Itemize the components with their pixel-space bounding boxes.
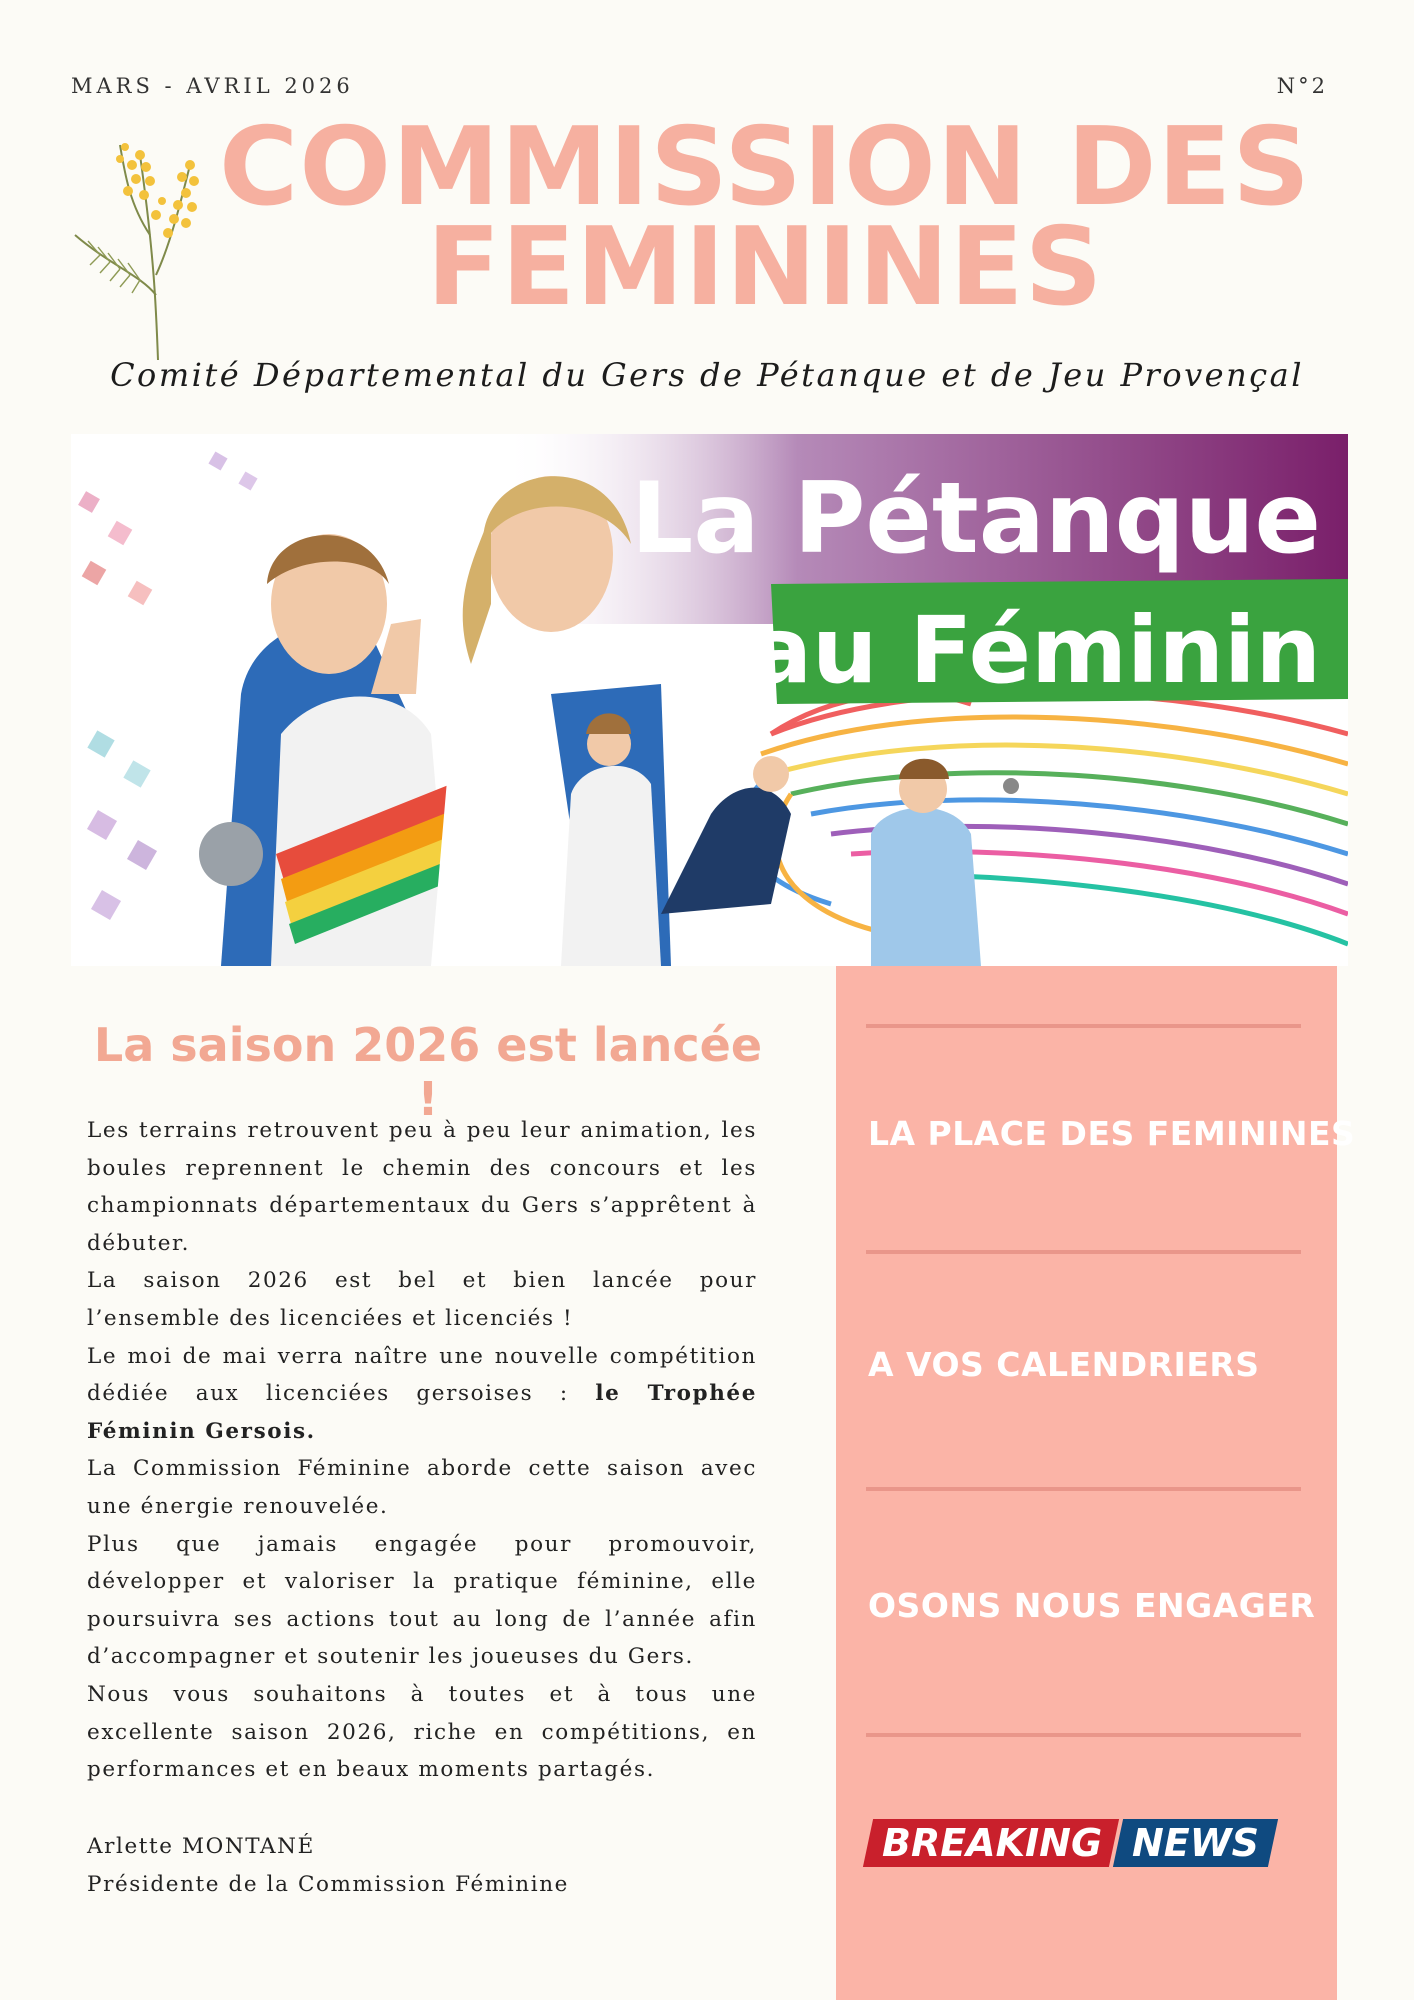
breaking-news-logo[interactable] (868, 1819, 1273, 1867)
issue-date: MARS - AVRIL 2026 (71, 74, 354, 98)
paragraph-3-highlight: le Trophée Féminin Gersois. (87, 1381, 757, 1444)
breaking-label: BREAKING (863, 1819, 1119, 1867)
paragraph-5: Plus que jamais engagée pour promouvoir, développer et valoriser la pratique féminine, elle poursuivra ses actions tout au long de l’année afin d’accompagner et soutenir les joueuses du Gers. (87, 1531, 757, 1670)
signature-role: Présidente de la Commission Féminine (87, 1872, 569, 1897)
issue-number: N°2 (1276, 74, 1328, 98)
sidebar-divider (866, 1733, 1301, 1737)
sidebar-divider (866, 1024, 1301, 1028)
title-line-2: FEMININES (426, 205, 1104, 330)
sidebar-divider (866, 1250, 1301, 1254)
newsletter-title (180, 105, 1350, 330)
title-line-1: COMMISSION DES (218, 105, 1312, 230)
sidebar-item-calendriers[interactable]: A VOS CALENDRIERS (868, 1345, 1260, 1384)
sidebar-item-place-des-feminines[interactable]: LA PLACE DES FEMININES (868, 1114, 1356, 1153)
news-label: NEWS (1113, 1819, 1278, 1867)
sidebar-panel (836, 966, 1356, 2000)
signature (87, 1828, 569, 1904)
article-title: La saison 2026 est lancée ! (93, 1018, 763, 1126)
paragraph-3-text: Le moi de mai verra naître une nouvelle compétition dédiée aux licenciées gersoises : (87, 1343, 757, 1407)
paragraph-3 (87, 1338, 757, 1451)
article-body (87, 1112, 757, 1789)
paragraph-2: La saison 2026 est bel et bien lancée pour l’ensemble des licenciées et licenciés ! (87, 1268, 757, 1331)
banner-line-2: au Féminin (749, 597, 1321, 704)
signature-name: Arlette MONTANÉ (87, 1834, 315, 1859)
paragraph-6: Nous vous souhaitons à toutes et à tous une excellente saison 2026, riche en compétitions, en performances et en beaux moments partagés. (87, 1681, 757, 1783)
banner-image (71, 434, 1348, 966)
paragraph-4: La Commission Féminine aborde cette saison avec une énergie renouvelée. (87, 1456, 757, 1519)
organization-subtitle: Comité Départemental du Gers de Pétanque et de Jeu Provençal (110, 356, 1304, 394)
sidebar-item-osons-nous-engager[interactable]: OSONS NOUS ENGAGER (868, 1586, 1316, 1625)
paragraph-1: Les terrains retrouvent peu à peu leur animation, les boules reprennent le chemin des concours et les championnats départementaux du Gers s’apprêtent à débuter. (87, 1118, 757, 1256)
sidebar-divider (866, 1487, 1301, 1491)
banner-line-1: La Pétanque (630, 462, 1321, 576)
banner-artwork (71, 434, 1348, 966)
